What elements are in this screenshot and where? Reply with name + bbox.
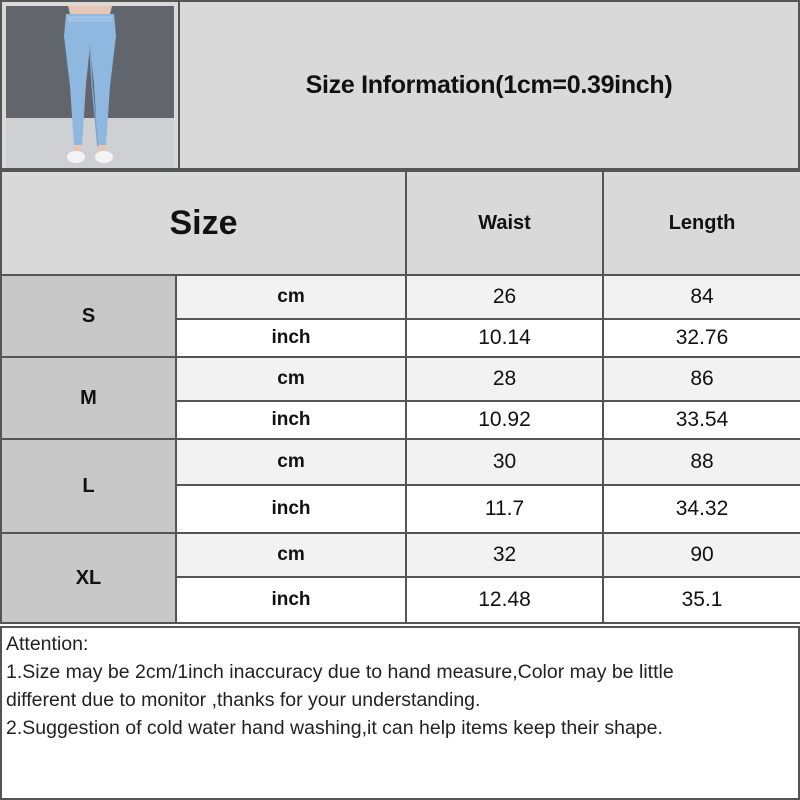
waist-value: 10.14 xyxy=(406,319,603,357)
size-label: S xyxy=(1,275,176,357)
waist-value: 11.7 xyxy=(406,485,603,533)
notes-line: 1.Size may be 2cm/1inch inaccuracy due to hand measure,Color may be little xyxy=(6,661,674,683)
product-photo xyxy=(6,6,174,168)
unit-label: inch xyxy=(176,485,406,533)
unit-label: cm xyxy=(176,275,406,319)
unit-label: inch xyxy=(176,577,406,623)
waist-value: 28 xyxy=(406,357,603,401)
length-value: 84 xyxy=(603,275,800,319)
table-row xyxy=(1,533,800,577)
table-row xyxy=(1,275,800,319)
unit-label: cm xyxy=(176,439,406,485)
length-value: 35.1 xyxy=(603,577,800,623)
waist-value: 12.48 xyxy=(406,577,603,623)
unit-label: cm xyxy=(176,357,406,401)
size-header: Size xyxy=(1,171,406,275)
table-row xyxy=(1,357,800,401)
length-value: 33.54 xyxy=(603,401,800,439)
waist-value: 10.92 xyxy=(406,401,603,439)
notes-line: 2.Suggestion of cold water hand washing,it can help items keep their shape. xyxy=(6,717,663,739)
length-value: 90 xyxy=(603,533,800,577)
length-value: 32.76 xyxy=(603,319,800,357)
length-value: 88 xyxy=(603,439,800,485)
length-value: 34.32 xyxy=(603,485,800,533)
size-label: XL xyxy=(1,533,176,623)
table-row xyxy=(1,439,800,485)
waist-value: 26 xyxy=(406,275,603,319)
unit-label: inch xyxy=(176,319,406,357)
waist-value: 30 xyxy=(406,439,603,485)
size-table xyxy=(0,170,800,624)
header-row xyxy=(0,0,800,170)
size-label: M xyxy=(1,357,176,439)
attention-notes xyxy=(0,626,800,800)
waist-value: 32 xyxy=(406,533,603,577)
unit-label: cm xyxy=(176,533,406,577)
size-label: L xyxy=(1,439,176,533)
table-header-row xyxy=(1,171,800,275)
notes-heading: Attention: xyxy=(6,633,89,655)
length-header: Length xyxy=(603,171,800,275)
page-title: Size Information(1cm=0.39inch) xyxy=(305,70,673,99)
unit-label: inch xyxy=(176,401,406,439)
leggings-model-image xyxy=(6,6,174,168)
waist-header: Waist xyxy=(406,171,603,275)
notes-line: different due to monitor ,thanks for your understanding. xyxy=(6,689,481,711)
length-value: 86 xyxy=(603,357,800,401)
